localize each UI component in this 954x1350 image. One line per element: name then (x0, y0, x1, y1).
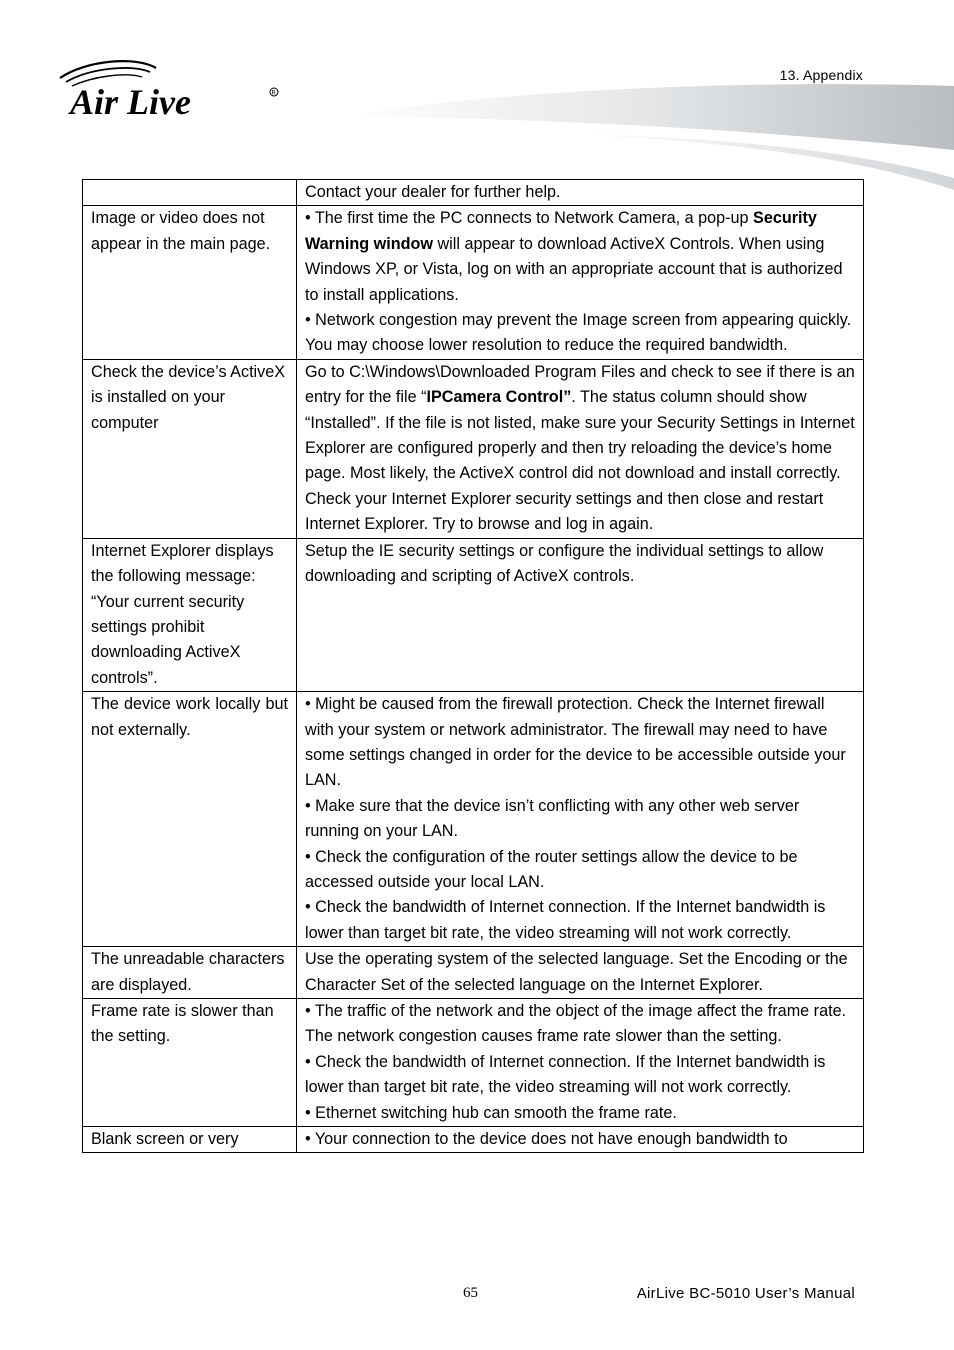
text-run: Use the operating system of the selected language. Set the Encoding or the Character Set of the selected language on the Internet Explorer. (305, 950, 848, 994)
solution-paragraph (305, 206, 855, 308)
logo-wordmark: Air Live (70, 82, 191, 122)
text-run: • Your connection to the device does not have enough bandwidth to (305, 1130, 788, 1149)
table-row (83, 947, 864, 999)
table-row (83, 206, 864, 359)
solution-paragraph (305, 999, 855, 1050)
solution-paragraph (305, 692, 855, 794)
solution-cell (297, 947, 864, 999)
text-run: Go to C:\Windows\Downloaded Program Files and check to see if there is an entry for the file “ (305, 362, 855, 407)
solution-cell (297, 180, 864, 206)
bold-text: IPCamera Control” (426, 388, 572, 407)
problem-cell: Check the device’s ActiveX is installed on your computer (83, 359, 297, 538)
problem-cell: The device work locally but not externally. (83, 692, 297, 947)
solution-paragraph (305, 1050, 855, 1101)
airlive-logo (56, 56, 286, 126)
solution-paragraph (305, 1127, 855, 1152)
manual-title: AirLive BC-5010 User’s Manual (636, 1285, 855, 1302)
text-run: • Might be caused from the firewall protection. Check the Internet firewall with your system or network administrator. The firewall may need to have some settings changed in order for the device to be accessible outside your LAN. (305, 695, 846, 790)
page-number: 65 (463, 1285, 478, 1301)
text-run: • Check the bandwidth of Internet connection. If the Internet bandwidth is lower than target bit rate, the video streaming will not work correctly. (305, 898, 826, 942)
table-body (83, 180, 864, 1153)
solution-paragraph (305, 539, 855, 590)
troubleshooting-table (82, 179, 864, 1153)
solution-paragraph (305, 1101, 855, 1126)
text-run: will appear to download ActiveX Controls. When using Windows XP, or Vista, log on with an appropriate account that is authorized to install applications. (305, 234, 843, 304)
solution-cell (297, 999, 864, 1127)
solution-paragraph (305, 845, 855, 896)
text-run: Setup the IE security settings or configure the individual settings to allow downloading and scripting of ActiveX controls. (305, 541, 824, 586)
table-row (83, 692, 864, 947)
problem-cell: Image or video does not appear in the main page. (83, 206, 297, 359)
solution-paragraph (305, 947, 855, 998)
problem-cell (83, 180, 297, 206)
text-run: • Check the configuration of the router settings allow the device to be accessed outside your local LAN. (305, 847, 798, 891)
text-run: • Make sure that the device isn’t conflicting with any other web server running on your LAN. (305, 796, 800, 841)
text-run: • Network congestion may prevent the Image screen from appearing quickly. You may choose lower resolution to reduce the required bandwidth. (305, 311, 852, 355)
problem-cell: Blank screen or very (83, 1127, 297, 1153)
solution-cell (297, 1127, 864, 1153)
solution-cell (297, 359, 864, 538)
table-row (83, 180, 864, 206)
problem-cell: Internet Explorer displays the following message: “Your current security settings prohibit downloading ActiveX controls”. (83, 538, 297, 691)
solution-cell (297, 692, 864, 947)
section-label: 13. Appendix (779, 67, 863, 83)
problem-cell: Frame rate is slower than the setting. (83, 999, 297, 1127)
solution-paragraph (305, 180, 855, 205)
solution-cell (297, 206, 864, 359)
text-run: . The status column should show “Installed”. If the file is not listed, make sure your Security Settings in Internet Explorer are configured properly and then try reloading the device’s home page. Most likely, the ActiveX control did not download and install correctly. Check your Internet Explorer security settings and then close and restart Internet Explorer. Try to browse and log in again. (305, 388, 855, 534)
table-row (83, 999, 864, 1127)
solution-paragraph (305, 308, 855, 359)
text-run: • Ethernet switching hub can smooth the frame rate. (305, 1103, 677, 1122)
solution-cell (297, 538, 864, 691)
table-row (83, 359, 864, 538)
problem-cell: The unreadable characters are displayed. (83, 947, 297, 999)
bold-text: Security Warning window (305, 209, 817, 253)
table-row (83, 1127, 864, 1153)
solution-paragraph (305, 794, 855, 845)
text-run: Contact your dealer for further help. (305, 183, 561, 201)
text-run: • Check the bandwidth of Internet connection. If the Internet bandwidth is lower than target bit rate, the video streaming will not work correctly. (305, 1052, 826, 1097)
text-run: • The first time the PC connects to Network Camera, a pop-up (305, 209, 754, 228)
solution-paragraph (305, 895, 855, 946)
solution-paragraph (305, 360, 855, 538)
table-row (83, 538, 864, 691)
text-run: • The traffic of the network and the object of the image affect the frame rate. The network congestion causes frame rate slower than the setting. (305, 1002, 847, 1046)
svg-text:R: R (271, 89, 276, 97)
